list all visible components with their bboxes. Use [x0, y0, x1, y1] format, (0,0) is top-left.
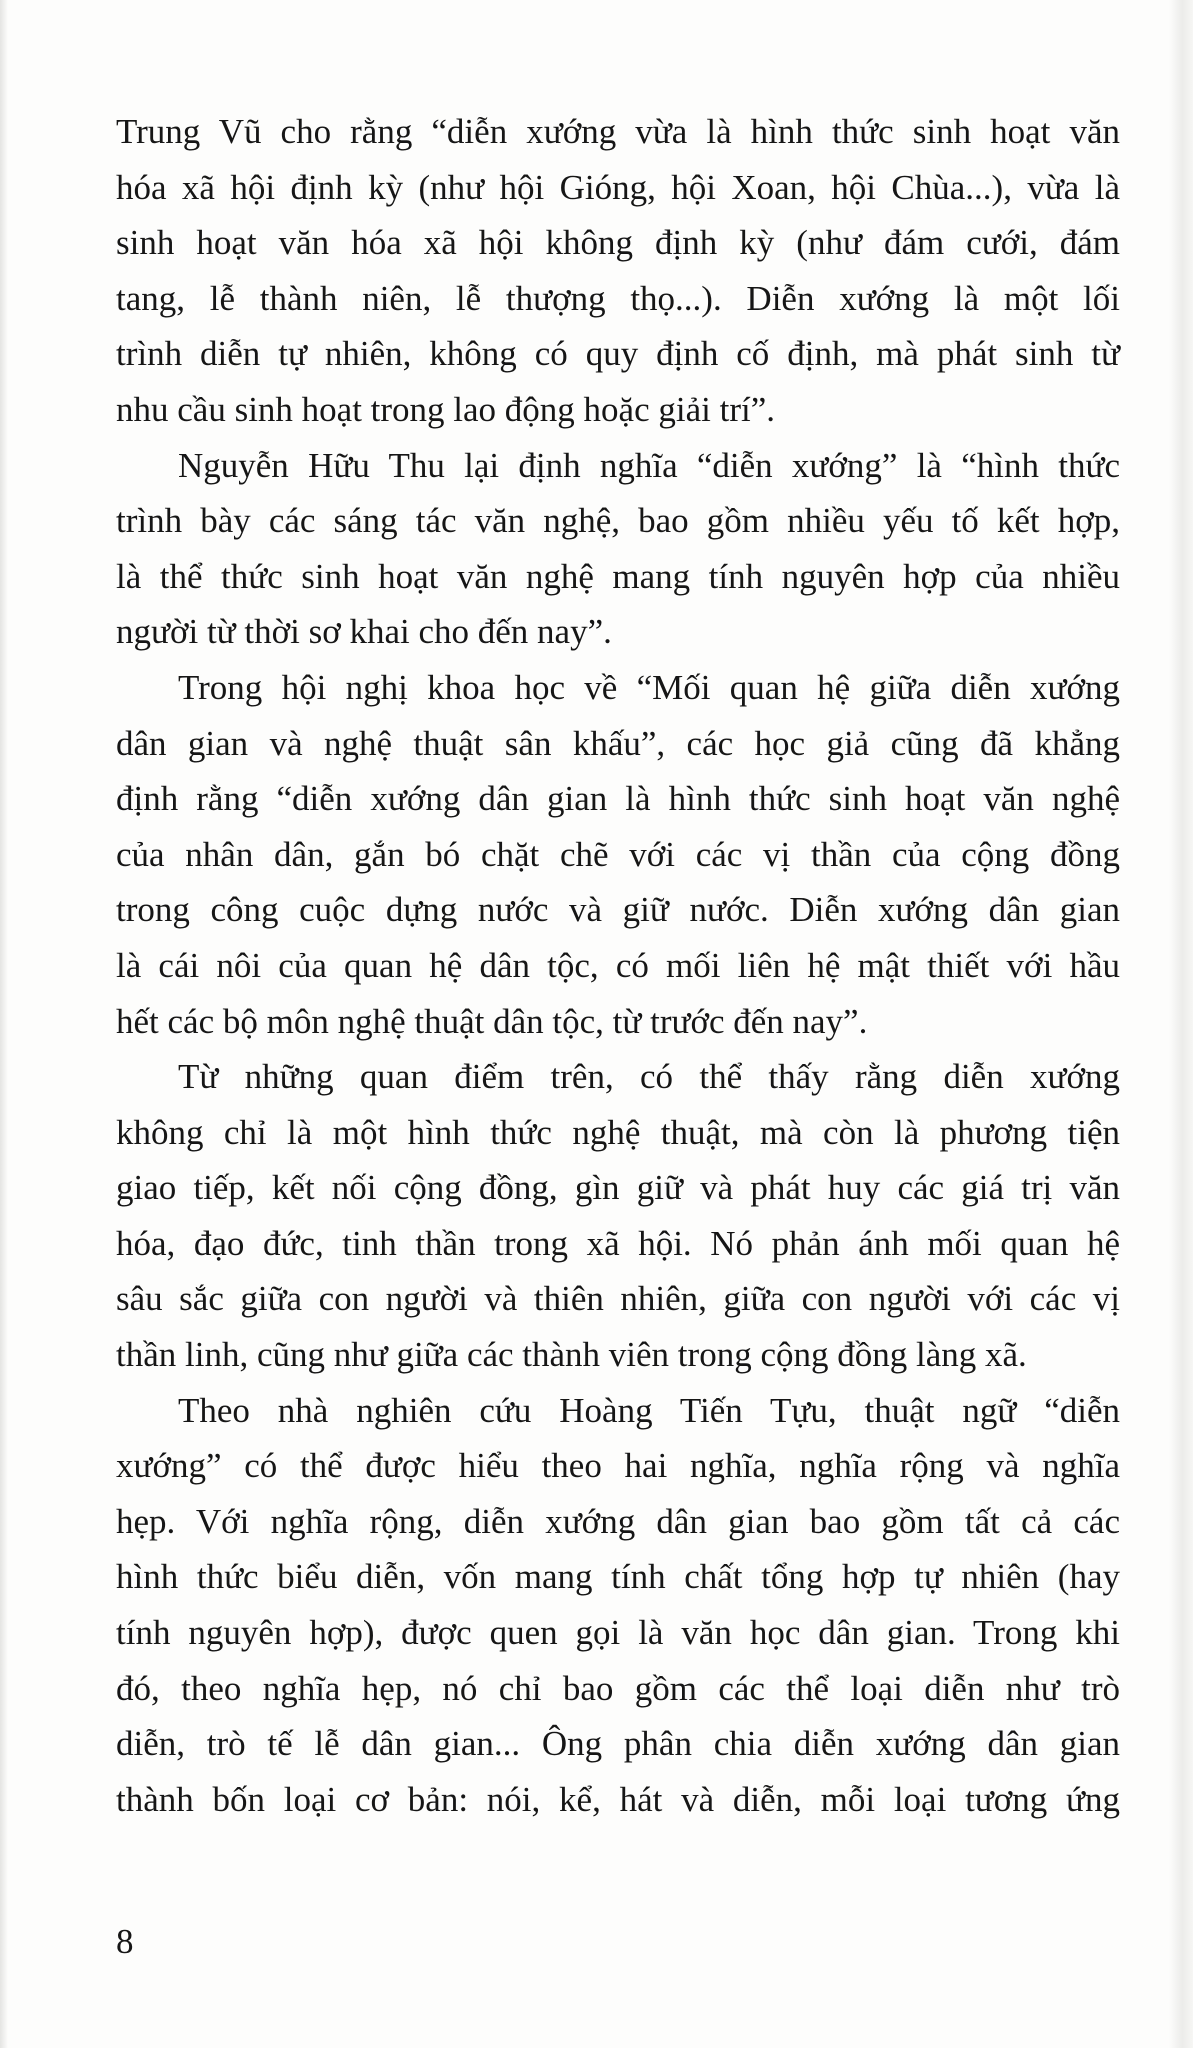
text-line: là cái nôi của quan hệ dân tộc, có mối liên hệ mật thiết với hầu	[116, 945, 1120, 985]
text-line: thần linh, cũng như giữa các thành viên trong cộng đồng làng xã.	[116, 1335, 1027, 1375]
text-line: Từ những quan điểm trên, có thể thấy rằng diễn xướng	[178, 1057, 1120, 1097]
text-line: hết các bộ môn nghệ thuật dân tộc, từ trước đến nay”.	[116, 1001, 868, 1041]
text-line: Trong hội nghị khoa học về “Mối quan hệ giữa diễn xướng	[178, 667, 1120, 707]
text-line: Nguyễn Hữu Thu lại định nghĩa “diễn xướng” là “hình thức	[178, 445, 1120, 485]
paragraph	[116, 438, 1120, 660]
paragraph	[116, 1049, 1120, 1383]
page-left-edge-shadow	[0, 0, 8, 2048]
page-number: 8	[116, 1922, 134, 1961]
text-line: giao tiếp, kết nối cộng đồng, gìn giữ và phát huy các giá trị văn	[116, 1168, 1120, 1208]
text-line: sinh hoạt văn hóa xã hội không định kỳ (như đám cưới, đám	[116, 223, 1120, 263]
paragraph	[116, 1383, 1120, 1828]
text-line: trong công cuộc dựng nước và giữ nước. Diễn xướng dân gian	[116, 890, 1120, 930]
body-text	[116, 104, 1120, 1827]
text-line: là thể thức sinh hoạt văn nghệ mang tính nguyên hợp của nhiều	[116, 556, 1120, 596]
text-line: hóa xã hội định kỳ (như hội Gióng, hội Xoan, hội Chùa...), vừa là	[116, 167, 1120, 207]
paragraph	[116, 104, 1120, 438]
text-line: sâu sắc giữa con người và thiên nhiên, giữa con người với các vị	[116, 1279, 1120, 1319]
paragraph	[116, 660, 1120, 1049]
text-line: trình bày các sáng tác văn nghệ, bao gồm nhiều yếu tố kết hợp,	[116, 501, 1120, 541]
text-line: định rằng “diễn xướng dân gian là hình thức sinh hoạt văn nghệ	[116, 779, 1120, 819]
text-line: Trung Vũ cho rằng “diễn xướng vừa là hình thức sinh hoạt văn	[116, 112, 1120, 151]
page-right-edge-shadow	[1169, 0, 1193, 2048]
text-line: thành bốn loại cơ bản: nói, kể, hát và diễn, mỗi loại tương ứng	[116, 1779, 1120, 1819]
text-line: của nhân dân, gắn bó chặt chẽ với các vị thần của cộng đồng	[116, 834, 1120, 874]
text-line: hóa, đạo đức, tinh thần trong xã hội. Nó phản ánh mối quan hệ	[116, 1223, 1120, 1263]
text-line: hình thức biểu diễn, vốn mang tính chất tổng hợp tự nhiên (hay	[116, 1557, 1120, 1597]
text-line: hẹp. Với nghĩa rộng, diễn xướng dân gian bao gồm tất cả các	[116, 1501, 1120, 1541]
text-line: xướng” có thể được hiểu theo hai nghĩa, nghĩa rộng và nghĩa	[116, 1446, 1120, 1486]
text-line: nhu cầu sinh hoạt trong lao động hoặc giải trí”.	[116, 389, 776, 429]
text-line: tang, lễ thành niên, lễ thượng thọ...). Diễn xướng là một lối	[116, 278, 1120, 318]
text-line: Theo nhà nghiên cứu Hoàng Tiến Tựu, thuật ngữ “diễn	[178, 1390, 1120, 1430]
text-line: đó, theo nghĩa hẹp, nó chỉ bao gồm các thể loại diễn như trò	[116, 1668, 1120, 1708]
text-line: dân gian và nghệ thuật sân khấu”, các học giả cũng đã khẳng	[116, 723, 1120, 763]
text-line: không chỉ là một hình thức nghệ thuật, mà còn là phương tiện	[116, 1112, 1120, 1152]
text-line: trình diễn tự nhiên, không có quy định cố định, mà phát sinh từ	[116, 334, 1120, 374]
text-line: diễn, trò tế lễ dân gian... Ông phân chia diễn xướng dân gian	[116, 1724, 1120, 1764]
text-line: người từ thời sơ khai cho đến nay”.	[116, 612, 612, 652]
text-line: tính nguyên hợp), được quen gọi là văn học dân gian. Trong khi	[116, 1613, 1120, 1653]
